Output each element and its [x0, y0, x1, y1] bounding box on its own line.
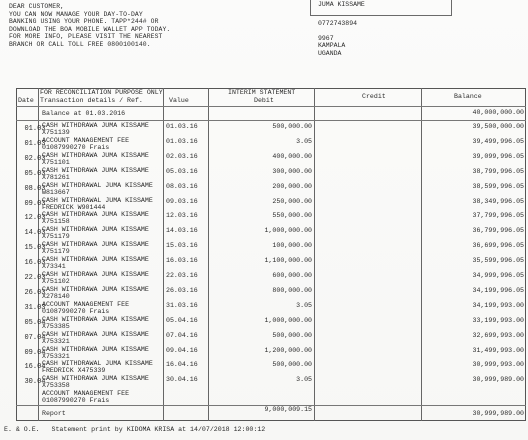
row-debit: 1,000,000.00 [264, 316, 312, 324]
row-debit: 550,000.00 [272, 212, 312, 220]
row-details-line2: X278140 [42, 292, 70, 300]
row-value-date: 09.04.16 [166, 346, 198, 354]
row-debit: 600,000.00 [272, 272, 312, 279]
row-balance: 37,799,996.05 [472, 212, 524, 220]
interim-label: INTERIM STATEMENT [228, 89, 296, 96]
header-value: Value [169, 97, 189, 104]
header-details: Transaction details / Ref. [40, 97, 143, 104]
row-balance: 34,199,993.00 [472, 301, 524, 309]
row-date: 01.03 [24, 139, 46, 148]
statement-table [16, 88, 527, 422]
row-details-line2: X781261 [42, 173, 70, 181]
row-details-line1: CASH WITHDRAWA JUMA KISSAME [42, 330, 149, 338]
row-debit: 800,000.00 [272, 286, 312, 294]
row-details-line2: X751179 [42, 233, 70, 241]
row-details-line2: X751101 [42, 158, 70, 166]
row-details-line1: CASH WITHDRAWA JUMA KISSAME [42, 122, 149, 129]
row-debit: 500,000.00 [272, 331, 312, 339]
header-balance: Balance [454, 93, 482, 100]
report-label: Report [42, 410, 66, 417]
row-details-line1: CASH WITHDRAWA JUMA KISSAME [42, 315, 149, 323]
header-credit: Credit [362, 93, 386, 100]
row-details-line2: X751139 [42, 129, 70, 136]
row-balance: 38,799,996.05 [472, 167, 524, 175]
notice-line: DEAR CUSTOMER, [9, 3, 65, 10]
row-value-date: 09.03.16 [166, 197, 198, 205]
row-date: 07.04 [24, 333, 46, 342]
opening-balance-top: 40,000,000.00 [472, 109, 524, 116]
row-details-line2: 01087990270 Frais [42, 143, 110, 151]
row-value-date: 02.03.16 [166, 152, 198, 160]
row-details-line1: CASH WITHDRAWA JUMA KISSAME [42, 375, 149, 383]
row-details-line2: 01087990270 Frais [42, 397, 110, 405]
row-value-date: 12.03.16 [166, 212, 198, 220]
row-value-date: 15.03.16 [166, 242, 198, 250]
row-balance: 36,699,996.05 [472, 242, 524, 250]
col-rule-credit [421, 88, 422, 421]
row-balance: 33,199,993.00 [472, 316, 524, 324]
row-date: 01.03 [24, 125, 46, 133]
report-balance: 30,999,989.00 [472, 410, 524, 417]
row-date: 05.04 [24, 318, 46, 327]
row-value-date: 16.04.16 [166, 361, 198, 369]
notice-line: BRANCH OR CALL TOLL FREE 0800100140. [9, 40, 151, 48]
print-user: KIDOMA KRISA [126, 426, 175, 433]
row-details-line2: X753358 [42, 382, 70, 390]
row-balance: 30,999,993.00 [472, 361, 524, 369]
row-debit: 1,200,000.00 [264, 346, 312, 354]
row-balance: 39,500,000.00 [472, 123, 524, 130]
row-date: 30.04 [24, 378, 46, 387]
row-value-date: 01.03.16 [166, 137, 198, 145]
header-debit: Debit [254, 97, 274, 104]
row-balance: 38,599,996.05 [472, 182, 524, 190]
row-balance: 32,699,993.00 [472, 331, 524, 339]
row-debit: 400,000.00 [272, 152, 312, 160]
row-details-line1: ACCOUNT MANAGEMENT FEE [42, 390, 130, 398]
notice-line: BANKING USING YOUR PHONE. TAPP*244# OR [9, 18, 159, 26]
row-debit: 250,000.00 [272, 197, 312, 205]
row-value-date: 16.03.16 [166, 257, 198, 265]
row-value-date: 07.04.16 [166, 331, 198, 339]
row-details-line1: CASH WITHDRAWA JUMA KISSAME [42, 285, 149, 293]
row-balance: 39,099,996.05 [472, 152, 524, 160]
row-debit: 300,000.00 [272, 167, 312, 175]
row-details-line1: CASH WITHDRAWA JUMA KISSAME [42, 345, 149, 353]
row-date: 26.03 [24, 288, 46, 297]
row-debit: 3.05 [296, 137, 312, 145]
row-balance: 35,599,996.05 [472, 257, 524, 265]
customer-name: JUMA KISSAME [318, 1, 365, 8]
row-date: 09.03 [24, 199, 46, 208]
row-details-line2: X753321 [42, 337, 70, 345]
opening-balance-label: Balance at 01.03.2016 [42, 110, 126, 117]
row-balance: 38,349,996.05 [472, 197, 524, 205]
row-details-line1: ACCOUNT MANAGEMENT FEE [42, 136, 130, 144]
row-value-date: 22.03.16 [166, 272, 198, 279]
row-debit: 200,000.00 [272, 182, 312, 190]
address-pobox: 9967 [318, 34, 334, 42]
row-debit: 1,100,000.00 [264, 257, 312, 265]
row-date: 22.03 [24, 274, 46, 282]
row-date: 05.03 [24, 169, 46, 178]
row-details-line2: X751179 [42, 248, 70, 256]
address-phone: 0772743894 [318, 20, 358, 27]
row-details-line2: 01087990270 Frais [42, 307, 110, 315]
customer-address [318, 20, 357, 57]
row-details-line2: X753321 [42, 352, 70, 360]
row-details-line1: CASH WITHDRAWA JUMA KISSAME [42, 256, 149, 264]
report-debit-total: 9,000,009.15 [264, 406, 312, 413]
row-details-line1: CASH WITHDRAWA JUMA KISSAME [42, 151, 149, 159]
row-details-line1: CASH WITHDRAWA JUMA KISSAME [42, 271, 149, 278]
row-details-line2: W813667 [42, 188, 70, 196]
address-blank [318, 27, 357, 34]
print-at: at [178, 426, 187, 433]
row-details-line1: CASH WITHDRAWA JUMA KISSAME [42, 166, 149, 174]
header-rule [16, 106, 526, 107]
row-balance: 30,999,989.00 [472, 376, 524, 384]
row-details-line2: FREDRICK W901444 [42, 203, 106, 211]
row-details-line1: CASH WITHDRAWA JUMA KISSAME [42, 241, 149, 249]
row-details-line2: X753385 [42, 322, 70, 330]
row-value-date: 30.04.16 [166, 376, 198, 384]
row-debit: 3.05 [296, 301, 312, 309]
notice-line: FOR MORE INFO, PLEASE VISIT THE NEAREST [9, 33, 163, 41]
row-details-line1: CASH WITHDRAWAL JUMA KISSAME [42, 181, 153, 189]
row-value-date: 05.03.16 [166, 167, 198, 175]
opening-rule [16, 120, 526, 121]
row-value-date: 08.03.16 [166, 182, 198, 190]
row-balance: 34,999,996.05 [472, 272, 524, 279]
print-footer [4, 426, 265, 433]
row-details-line1: CASH WITHDRAWAL JUMA KISSAME [42, 360, 153, 368]
row-value-date: 01.03.16 [166, 123, 198, 130]
row-details-line2: X73341 [42, 263, 66, 271]
header-date: Date [18, 97, 34, 104]
address-country: UGANDA [318, 49, 342, 57]
purpose-note: FOR RECONCILIATION PURPOSE ONLY [40, 89, 163, 96]
row-debit: 500,000.00 [272, 361, 312, 369]
print-label: Statement print by [51, 426, 123, 433]
row-details-line1: ACCOUNT MANAGEMENT FEE [42, 300, 130, 308]
row-date: 16.04 [24, 363, 46, 372]
row-value-date: 26.03.16 [166, 286, 198, 294]
address-city: KAMPALA [318, 42, 346, 50]
row-debit: 500,000.00 [272, 123, 312, 130]
row-date: 14.03 [24, 229, 46, 238]
row-balance: 34,199,996.05 [472, 286, 524, 294]
col-rule-debit [314, 88, 315, 421]
row-balance: 39,499,996.05 [472, 137, 524, 145]
mobile-banking-notice [9, 3, 309, 49]
row-date: 31.03 [24, 303, 46, 312]
row-details-line2: X751158 [42, 218, 70, 226]
row-date: 09.04 [24, 348, 46, 357]
row-debit: 1,000,000.00 [264, 227, 312, 235]
eoe-label: E. & O.E. [4, 426, 40, 433]
row-value-date: 14.03.16 [166, 227, 198, 235]
row-details-line1: CASH WITHDRAWAL JUMA KISSAME [42, 196, 153, 204]
row-date: 16.03 [24, 259, 46, 268]
print-datetime: 14/07/2018 12:00:12 [190, 426, 266, 433]
col-rule-details [163, 88, 164, 421]
row-details-line1: CASH WITHDRAWA JUMA KISSAME [42, 226, 149, 234]
row-date: 02.03 [24, 154, 46, 163]
notice-line: DOWNLOAD THE BOA MOBILE WALLET APP TODAY. [9, 25, 171, 33]
row-date: 12.03 [24, 214, 46, 223]
row-debit: 3.05 [296, 376, 312, 384]
notice-line: YOU CAN NOW MANAGE YOUR DAY-TO-DAY [9, 10, 143, 18]
row-balance: 36,799,996.05 [472, 227, 524, 235]
row-date: 08.03 [24, 184, 46, 193]
row-date: 15.03 [24, 244, 46, 253]
row-value-date: 31.03.16 [166, 301, 198, 309]
row-details-line2: FREDRICK X475339 [42, 367, 106, 375]
row-balance: 31,499,993.00 [472, 346, 524, 354]
col-rule-value [208, 88, 209, 421]
row-details-line1: CASH WITHDRAWA JUMA KISSAME [42, 211, 149, 219]
row-debit: 100,000.00 [272, 242, 312, 250]
row-details-line2: X751102 [42, 278, 70, 285]
row-value-date: 05.04.16 [166, 316, 198, 324]
